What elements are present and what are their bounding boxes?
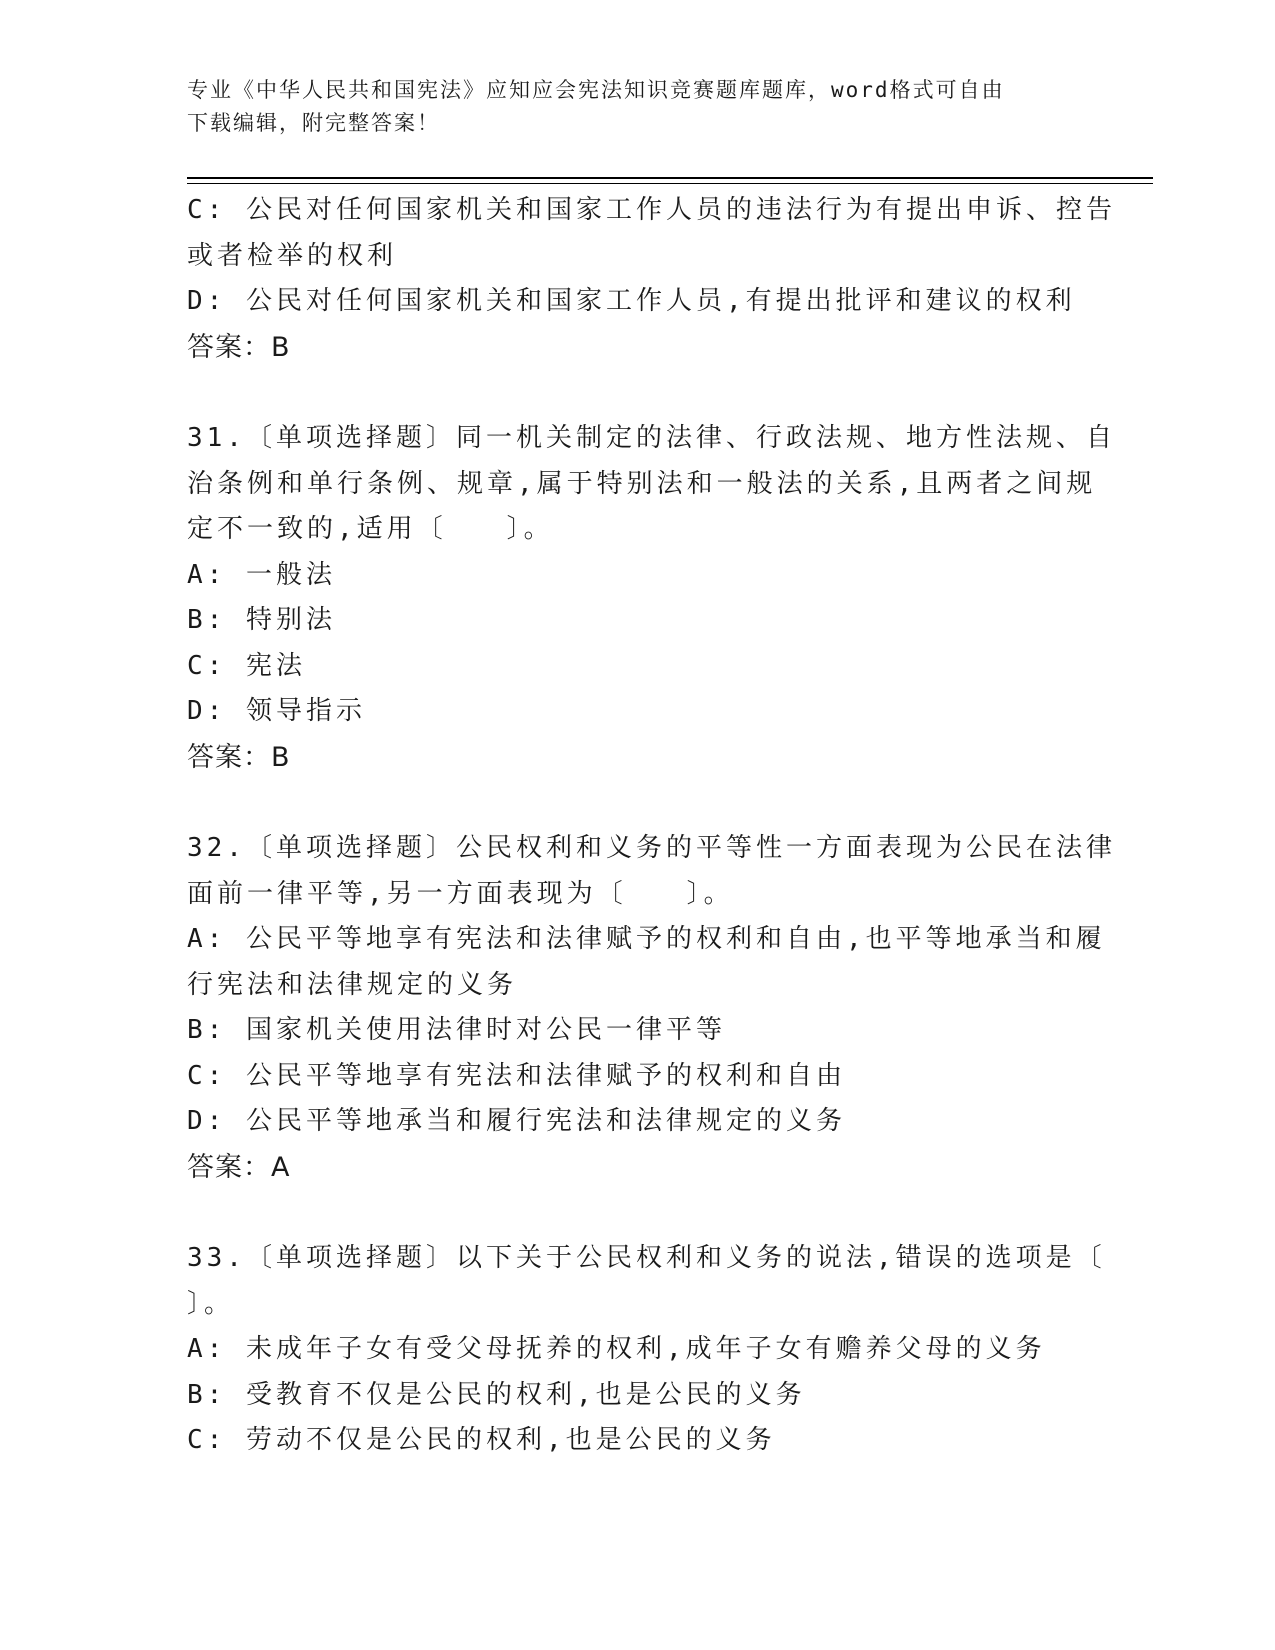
- spacer: [187, 370, 1087, 416]
- q31-option-d: D: 领导指示: [187, 696, 366, 726]
- prev-option-c-line-1: C: 公民对任何国家机关和国家工作人员的违法行为有提出申诉、控告: [187, 195, 1116, 225]
- q33-stem-line-1: 33.〔单项选择题〕以下关于公民权利和义务的说法,错误的选项是〔: [187, 1243, 1106, 1273]
- prev-question: [187, 188, 1116, 370]
- q32-option-b: B: 国家机关使用法律时对公民一律平等: [187, 1015, 726, 1045]
- q33-option-b: B: 受教育不仅是公民的权利,也是公民的义务: [187, 1379, 806, 1410]
- q31-option-a: A: 一般法: [187, 559, 336, 590]
- q31-stem-line-2: 治条例和单行条例、规章,属于特别法和一般法的关系,且两者之间规: [187, 468, 1097, 499]
- q32-option-c: C: 公民平等地享有宪法和法律赋予的权利和自由: [187, 1060, 846, 1091]
- q33-stem-line-2: 〕。: [187, 1288, 235, 1319]
- q32-stem-line-1: 32.〔单项选择题〕公民权利和义务的平等性一方面表现为公民在法律: [187, 833, 1116, 863]
- q33-option-a: A: 未成年子女有受父母抚养的权利,成年子女有赡养父母的义务: [187, 1334, 1046, 1364]
- q32-option-a-line-2: 行宪法和法律规定的义务: [187, 969, 518, 1000]
- spacer: [187, 1190, 1087, 1236]
- q32-answer: 答案：A: [187, 1151, 291, 1183]
- header-line-2: 下载编辑，附完整答案！: [187, 111, 440, 135]
- q33-option-c: C: 劳动不仅是公民的权利,也是公民的义务: [187, 1425, 776, 1455]
- q32-stem-line-2: 面前一律平等,另一方面表现为〔 〕。: [187, 878, 734, 909]
- question-33: [187, 1236, 1106, 1464]
- question-31: [187, 416, 1116, 780]
- header-rule-thin: [187, 183, 1153, 184]
- spacer: [187, 780, 1087, 826]
- q31-stem-line-3: 定不一致的,适用〔 〕。: [187, 514, 554, 544]
- question-content: [187, 188, 1116, 1464]
- q32-option-a-line-1: A: 公民平等地享有宪法和法律赋予的权利和自由,也平等地承当和履: [187, 924, 1106, 954]
- q31-stem-line-1: 31.〔单项选择题〕同一机关制定的法律、行政法规、地方性法规、自: [187, 423, 1116, 453]
- q31-answer: 答案：B: [187, 741, 291, 773]
- question-32: [187, 826, 1116, 1190]
- q31-option-b: B: 特别法: [187, 605, 336, 635]
- q32-option-d: D: 公民平等地承当和履行宪法和法律规定的义务: [187, 1106, 846, 1136]
- header-rule-thick: [187, 177, 1153, 179]
- q31-option-c: C: 宪法: [187, 650, 306, 681]
- page-header: [187, 74, 1067, 140]
- header-line-1: 专业《中华人民共和国宪法》应知应会宪法知识竞赛题库题库，word格式可自由: [187, 78, 1005, 102]
- prev-option-c-line-2: 或者检举的权利: [187, 240, 398, 271]
- prev-answer: 答案：B: [187, 331, 291, 363]
- prev-option-d: D: 公民对任何国家机关和国家工作人员,有提出批评和建议的权利: [187, 286, 1076, 316]
